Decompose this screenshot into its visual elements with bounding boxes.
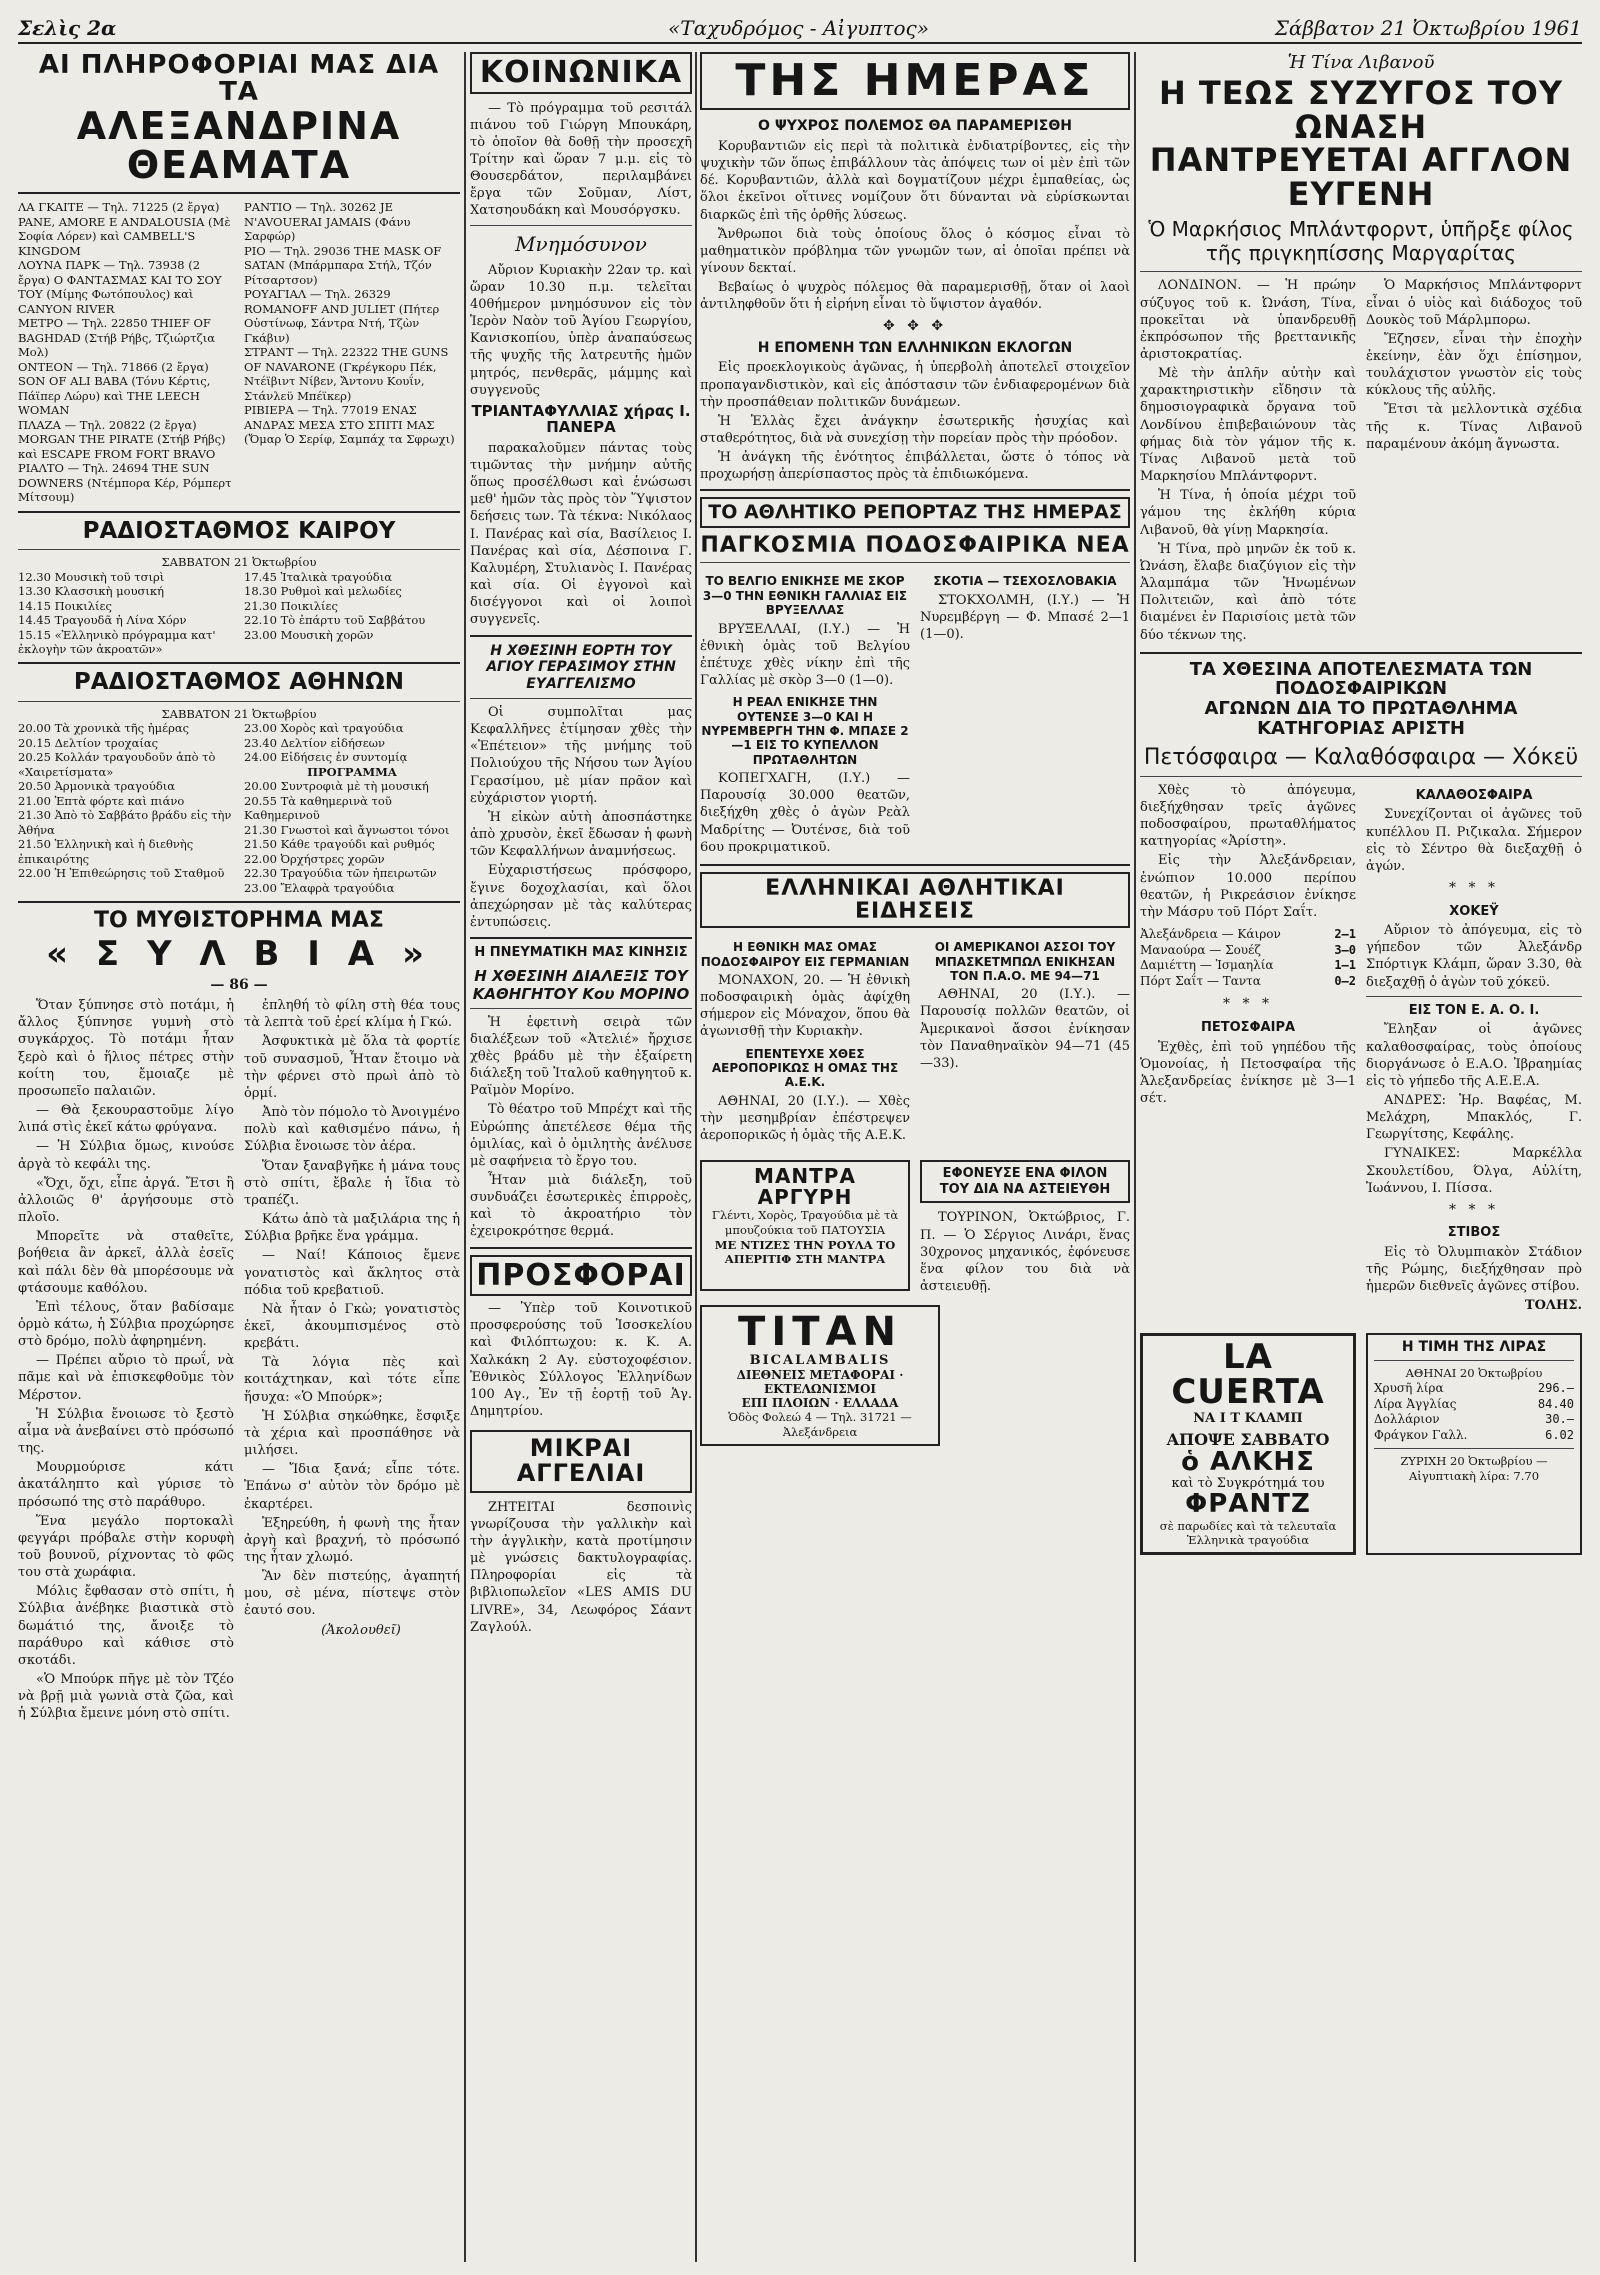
score-value: 1—1: [1334, 958, 1356, 973]
offers-text: — Ὑπὲρ τοῦ Κοινοτικοῦ προσφερούσης τοῦ Ἰσοσκελίου καὶ Φιλόπτωχου: κ. Κ. Α. Χαλκάκη 2 Αγ. εὐστοχοφέσιον. Ἐθνικὸς Σύλλογος Ἑλληνίδων 100 Αγ., Ἐν τῇ ἑορτῇ τοῦ Ἁγ. Δημητρίου.: [470, 1301, 692, 1420]
cinema-entry: ΡΙΟ — Τηλ. 29036 THE MASK OF SATAN (Μπάρμπαρα Στήλ, Τζόν Ρίτσαρτσον): [244, 243, 442, 287]
novel-paragraph: Ἀσφυκτικὰ μὲ ὅλα τὰ φορτίε τοῦ συνασμοῦ, Ἦταν ἔτοιμο νὰ τὴν φέρνει στὸ πρωὶ ἀπὸ τὸ ὁρμί.: [244, 1034, 460, 1101]
eao-men: ΑΝΔΡΕΣ: Ἡρ. Βαφέας, Μ. Μελάχρη, Μπακλός, Γ. Γεωργίτσης, Κεφάλης.: [1366, 1092, 1582, 1143]
story-paragraph: Ἔτσι τὰ μελλοντικὰ σχέδια τῆς κ. Τίνας Λιβανοῦ παραμένουν ἀκόμη ἄγνωστα.: [1366, 402, 1582, 452]
program-item: 21.30 Γνωστοὶ καὶ ἄγνωστοι τόνοι: [244, 822, 450, 837]
novel-paragraph: Μπορεῖτε νὰ σταθεῖτε, βοήθεια ἂν ἀρκεῖ, ἀλλὰ ἐσεῖς καὶ πάλι δὲν θὰ μπορέσουμε νὰ φτάσουμε καθόλου.: [18, 1229, 234, 1296]
cinema-listings: [18, 200, 460, 504]
cinema-entry: ΡΙΑΛΤΟ — Τηλ. 24694 THE SUN DOWNERS (Ντέμπορα Κέρ, Ρόμπερτ Μίτσουμ): [18, 461, 232, 505]
rate-row: [1374, 1381, 1574, 1397]
program-item: 22.00 Ἡ Ἐπιθεώρησις τοῦ Σταθμοῦ: [18, 866, 225, 881]
memorial-text-2: παρακαλοῦμεν πάντας τοὺς τιμῶντας τὴν μνήμην αὐτῆς ὅπως προσέλθωσι καὶ ἑνώσωσι μεθ' ἡμῶν τὰς πρὸς τὸν Ὕψιστον δεήσεις των. Τὰ τέκνα: Νικόλαος Ι. Πανέρας καὶ σία, Βασίλειος Ι. Πανέρας καὶ σία, Δέσποινα Γ. Καλυμέρη, Στυλιανὸς Ι. Πανέρας καὶ σία. Οἱ ἐγγονοὶ καὶ δισέγγονοι καὶ οἱ λοιποὶ συγγενεῖς.: [470, 440, 692, 628]
news-text: ΚΟΠΕΓΧΑΓΗ, (Ι.Υ.) — Παρουσίᾳ 30.000 θεατῶν, διεξήχθη χθὲς ὁ ἀγὼν Ρεὰλ Μαδρίτης — Ὀυτένσε, διὰ τοῦ 6ου προκριματικοῦ.: [700, 771, 910, 855]
program-item: 17.45 Ἰταλικὰ τραγούδια: [244, 569, 392, 584]
story-paragraph: Ὁ Μαρκήσιος Μπλάντφορντ εἶναι ὁ υἱὸς καὶ διάδοχος τοῦ Δουκὸς τοῦ Μάρλμπορω.: [1366, 278, 1582, 328]
election-paragraph: Ἡ Ἑλλὰς ἔχει ἀνάγκην ἐσωτερικῆς ἡσυχίας καὶ σταθερότητος, διὰ νὰ συνεχίσῃ τὴν πορείαν πρὸς τὴν πρόοδον.: [700, 413, 1130, 446]
cinema-entry: ΣΤΡΑΝΤ — Τηλ. 22322 THE GUNS OF NAVARONE (Γκρέγκορυ Πέκ, Ντέϊβιντ Νίβεν, Ἄντονυ Κουΐν, Στάνλεϋ Μπέϊκερ): [244, 345, 449, 403]
novel-title: « Σ Υ Λ Β Ι Α »: [46, 934, 432, 975]
memorial-name: ΤΡΙΑΝΤΑΦΥΛΛΙΑΣ χήρας Ι. ΠΑΝΕΡΑ: [471, 401, 691, 437]
novel-paragraph: Ἂν δὲν πιστεύῃς, ἀγαπητή μου, σὲ μένα, πίστεψε στὸν ἑαυτό σου.: [244, 1569, 460, 1619]
editorial-text: [700, 138, 1130, 314]
score-row: [1140, 958, 1356, 974]
gold-price-box: [1366, 1333, 1582, 1555]
election-paragraph: Ἡ ἀνάγκη τῆς ἐνότητος ἐπιβάλλεται, ὥστε ὁ τόπος νὰ προχωρήσῃ ἀπερίσπαστος πρὸς τὰ ἐπιδιωκόμενα.: [700, 450, 1130, 483]
ornament-divider: * * *: [1449, 1201, 1499, 1218]
club-name: LA CUERTA: [1171, 1336, 1325, 1413]
program-item: 13.30 Κλασσικὴ μουσική: [18, 584, 164, 599]
radio-athens-heading: ΡΑΔΙΟΣΤΑΘΜΟΣ ΑΘΗΝΩΝ: [73, 669, 405, 696]
program-item: 21.50 Κάθε τραγούδι καὶ ρυθμός: [244, 837, 435, 852]
running-head: [18, 14, 1582, 44]
mantra-ad: [700, 1160, 910, 1291]
world-football-heading: ΠΑΓΚΟΣΜΙΑ ΠΟΔΟΣΦΑΙΡΙΚΑ ΝΕΑ: [700, 533, 1130, 559]
story-headline-1: Η ΤΕΩΣ ΣΥΖΥΓΟΣ ΤΟΥ ΩΝΑΣΗ: [1158, 74, 1563, 146]
lecture-paragraph: Ἡ ἑφετινὴ σειρὰ τῶν διαλέξεων τοῦ «Ἀτελιέ» ἤρχισε χθὲς βράδυ μὲ τὴν ἐξαίρετη διάλεξη τοῦ Ἰταλοῦ καθηγητοῦ κ. Ραϊμὸν Μορίνο.: [470, 1014, 692, 1099]
social-heading: ΚΟΙΝΩΝΙΚΑ: [470, 52, 692, 94]
score-row: [1140, 927, 1356, 943]
program-item: 20.00 Τὰ χρονικὰ τῆς ἡμέρας: [18, 721, 190, 736]
lecture-heading: Η ΧΘΕΣΙΝΗ ΔΙΑΛΕΞΙΣ ΤΟΥ ΚΑΘΗΓΗΤΟΥ Κου ΜΟΡΙΝΟ: [472, 966, 690, 1003]
news-text: ΒΡΥΞΕΛΛΑΙ, (Ι.Υ.) — Ἡ ἐθνικὴ ὁμὰς τοῦ Βελγίου ἐπέτυχε χθὲς νίκην ἐπὶ τῆς Γαλλίας μὲ σκὸρ 3—0 (1—0).: [700, 621, 910, 689]
rate-value: 30.—: [1545, 1412, 1574, 1427]
results-paragraph: Εἰς τὴν Ἀλεξάνδρειαν, ἐνώπιον 10.000 περίπου θεατῶν, ἡ Ρικρεάσιον ἐνίκησε τὴν Μάσρυ τοῦ Πόρτ Σαΐτ.: [1140, 853, 1356, 920]
novel-paragraph: Τὰ λόγια πὲς καὶ κοιτάχτηκαν, καὶ τότε εἶπε ἥσυχα: «Ὁ Μπούρκ»;: [244, 1355, 460, 1405]
novel-paragraph: — Πρέπει αὔριο τὸ πρωΐ, νὰ πᾶμε καὶ νὰ ἐπισκεφθοῦμε τὸν Μέρστον.: [18, 1353, 234, 1403]
eao-heading: ΕΙΣ ΤΟΝ Ε. Α. Ο. Ι.: [1408, 1002, 1540, 1018]
score-teams: Μαναούρα — Σουέζ: [1140, 942, 1261, 957]
news-headline: ΤΟ ΒΕΛΓΙΟ ΕΝΙΚΗΣΕ ΜΕ ΣΚΟΡ 3—0 ΤΗΝ ΕΘΝΙΚΗ ΓΑΛΛΙΑΣ ΕΙΣ ΒΡΥΞΕΛΛΑΣ: [702, 574, 908, 618]
novel-paragraph: — Ἡ Σύλβια ὅμως, κινούσε ἀργὰ τὸ κεφάλι της.: [18, 1139, 234, 1172]
story-body: [1140, 277, 1582, 645]
feast-paragraph: Εὐχαριστήσεως πρόσφορο, ἔγινε δοχοχλασίαι, καὶ ὅλοι ἀπεχώρησαν μὲ τὰς καλύτερας ἐντυπώσεις.: [470, 863, 692, 930]
news-headline: ΟΙ ΑΜΕΡΙΚΑΝΟΙ ΑΣΣΟΙ ΤΟΥ ΜΠΑΣΚΕΤΜΠΩΛ ΕΝΙΚΗΣΑΝ ΤΟΝ Π.Α.Ο. ΜΕ 94—71: [934, 940, 1116, 983]
performer-name: ΦΡΑΝΤΖ: [1185, 1489, 1311, 1520]
track-heading: ΣΤΙΒΟΣ: [1447, 1225, 1501, 1241]
rate-row: [1374, 1412, 1574, 1428]
novel-paragraph: Νὰ ἦταν ὁ Γκὼ; γονατιστὸς ἐκεῖ, ἀκουμπισμένος στὸ κρεβάτι.: [244, 1301, 460, 1352]
classifieds-box: [470, 1430, 692, 1492]
novel-paragraph: ἐπληθή τὸ φίλη στὴ θέα τους τὰ λεπτὰ τοῦ ἐρεί κλίμα ἡ Γκώ.: [244, 998, 460, 1031]
score-value: 3—0: [1334, 942, 1356, 957]
election-headline: Η ΕΠΟΜΕΝΗ ΤΩΝ ΕΛΛΗΝΙΚΩΝ ΕΚΛΟΓΩΝ: [757, 339, 1073, 356]
mantra-line: Γλέντι, Χορὸς, Τραγούδια μὲ τὰ μπουζούκια τοῦ ΠΑΤΟΥΣΙΑ: [711, 1208, 899, 1237]
feast-heading: Η ΧΘΕΣΙΝΗ ΕΟΡΤΗ ΤΟΥ ΑΓΙΟΥ ΓΕΡΑΣΙΜΟΥ ΣΤΗΝ ΕΥΑΓΓΕΛΙΣΜΟ: [486, 642, 676, 693]
program-item: 20.55 Τὰ καθημερινὰ τοῦ Καθημερινοῦ: [244, 793, 392, 823]
sports-report-heading: ΤΟ ΑΘΛΗΤΙΚΟ ΡΕΠΟΡΤΑΖ ΤΗΣ ΗΜΕΡΑΣ: [700, 497, 1130, 528]
greek-sports-news: [700, 934, 1130, 1146]
program-item: 21.30 Ἀπὸ τὸ Σαββάτο βράδυ εἰς τὴν Ἀθήνα: [18, 808, 232, 837]
hockey-text: Αὔριον τὸ ἀπόγευμα, εἰς τὸ γήπεδον τῶν Ἀλεξάνδρ Σπόρτιγκ Κλάμπ, ὥραν 3.30, θὰ διεξαχθῇ ὁ ἀγὼν τοῦ χόκεϋ.: [1366, 923, 1582, 990]
rate-row: [1374, 1428, 1574, 1444]
cinema-heading-1: ΑΙ ΠΛΗΡΟΦΟΡΙΑΙ ΜΑΣ ΔΙΑ ΤΑ: [38, 52, 440, 108]
rate-label: Λίρα Ἀγγλίας: [1374, 1396, 1457, 1411]
novel-paragraph: Μουρμούρισε κάτι ἀκατάληπτο καὶ γύρισε τὸ πρόσωπό της στὸ παράθυρο.: [18, 1460, 234, 1510]
program-item: 22.10 Τὸ ἐπάρτυ τοῦ Σαββάτου: [244, 613, 426, 628]
crime-headline: ΕΦΟΝΕΥΣΕ ΕΝΑ ΦΙΛΟΝ ΤΟΥ ΔΙΑ ΝΑ ΑΣΤΕΙΕΥΘΗ: [939, 1166, 1111, 1197]
story-kicker: Ἡ Τίνα Λιβανοῦ: [1287, 52, 1435, 73]
club-type: ΝΑ Ι Τ ΚΛΑΜΠ: [1193, 1410, 1303, 1426]
program-item: 23.40 Δελτίον εἰδήσεων: [244, 735, 386, 750]
rate-row: [1374, 1397, 1574, 1413]
program-item: 20.25 Κολλάν τραγουδοῦν ἀπὸ τὸ «Χαιρετίσματα»: [18, 750, 216, 779]
mantra-name: ΜΑΝΤΡΑ ΑΡΓΥΡΗ: [754, 1164, 856, 1210]
titan-name: ΤΙΤΑΝ: [738, 1309, 902, 1356]
cinema-entry: ΛΟΥΝΑ ΠΑΡΚ — Τηλ. 73938 (2 ἔργα) Ο ΦΑΝΤΑΣΜΑΣ ΚΑΙ ΤΟ ΣΟΥ ΤΟΥ (Μίμης Φωτόπουλος) καὶ CANYON RIVER: [18, 258, 222, 316]
ad-line: σὲ παρωδίες καὶ τὰ τελευταῖα Ἑλληνικὰ τραγούδια: [1159, 1518, 1337, 1548]
editorial-paragraph: Βεβαίως ὁ ψυχρὸς πόλεμος θὰ παραμερισθῇ, ὅταν οἱ λαοὶ ἀντιληφθοῦν ὅτι ἡ εἰρήνη εἶναι τὸ ὕψιστον ἀγαθόν.: [700, 280, 1130, 313]
novel-paragraph: Ἐπὶ τέλους, ὅταν βαδίσαμε ὁρμὸ κάτω, ἡ Σύλβια προχώρησε στὸ δρόμο, πολὺ ἀφηρημένη.: [18, 1299, 234, 1350]
results-headline-1: ΤΑ ΧΘΕΣΙΝΑ ΑΠΟΤΕΛΕΣΜΑΤΑ ΤΩΝ ΠΟΔΟΣΦΑΙΡΙΚΩΝ: [1189, 658, 1533, 700]
novel-paragraph: Ἀπὸ τὸν πόμολο τὸ Ἀνοιγμένο πολὺ καὶ καθισμένο πάνω, ἡ Σύλβια ἔνοιωσε τὸν ἀέρα.: [244, 1105, 460, 1155]
program-item: 14.45 Τραγουδᾶ ἡ Λίνα Χόρν: [18, 613, 187, 628]
la-cuerta-ad: [1140, 1333, 1356, 1555]
paper-name: «Ταχυδρόμος - Αἰγυπτος»: [668, 16, 929, 40]
basketball-text: Συνεχίζονται οἱ ἀγῶνες τοῦ κυπέλλου Π. Ριζικαλα. Σήμερον εἰς τὸ Σέντρο θὰ διεξαχθῇ ὁ ἀγών.: [1366, 807, 1582, 874]
novel-paragraph: Ὅταν ξαναβγῆκε ἡ μάνα τους στὸ σπίτι, ἔβαλε ἡ ἴδια τὸ τραπέζι.: [244, 1158, 460, 1208]
column-rule: [695, 52, 697, 2262]
eao-women: ΓΥΝΑΙΚΕΣ: Μαρκέλλα Σκουλετίδου, Όλγα, Αὐλίτη, Ἰωάννου, Ι. Πίσσα.: [1366, 1146, 1582, 1196]
news-headline: ΕΠΕΝΤΕΥΧΕ ΧΘΕΣ ΑΕΡΟΠΟΡΙΚΩΣ Η ΟΜΑΣ ΤΗΣ Α.Ε.Κ.: [711, 1046, 899, 1090]
titan-ad: [700, 1305, 940, 1445]
program-item: 12.30 Μουσικὴ τοῦ τσιρὶ: [18, 569, 165, 584]
cinema-entry: ΡΟΥΑΓΙΑΛ — Τηλ. 26329 ROMANOFF AND JULIET (Πήτερ Οὐστίνωφ, Σάντρα Ντή, Τζὼν Γκάβιν): [244, 287, 440, 345]
sports-subheading: Πετόσφαιρα — Καλαθόσφαιρα — Χόκεϋ: [1143, 744, 1579, 770]
ornament-divider: ✥ ✥ ✥: [882, 317, 948, 334]
classified-ad: ΖΗΤΕΙΤΑΙ δεσποινὶς γνωρίζουσα τὴν γαλλικὴν καὶ τὴν ἀγγλικὴν, κατὰ προτίμησιν μὲ γνώσεις δακτυλογραφίας. Πληροφορίαι εἰς τὰ βιβλιοπωλεῖον «LES AMIS DU LIVRE», 34, Λεωφόρος Σάαντ Ζαγλούλ.: [470, 1499, 692, 1635]
story-headline-2: ΠΑΝΤΡΕΥΕΤΑΙ ΑΓΓΛΟΝ ΕΥΓΕΝΗ: [1149, 141, 1573, 213]
column-news: [700, 52, 1130, 2262]
results-headline-2: ΑΓΩΝΩΝ ΔΙΑ ΤΟ ΠΡΩΤΑΘΛΗΜΑ ΚΑΤΗΓΟΡΙΑΣ ΑΡΙΣΤΗ: [1204, 698, 1518, 740]
editorial-headline: Ο ΨΥΧΡΟΣ ΠΟΛΕΜΟΣ ΘΑ ΠΑΡΑΜΕΡΙΣΘΗ: [758, 118, 1072, 135]
program-item: 20.00 Συντροφιὰ μὲ τὴ μουσική: [244, 779, 429, 794]
program-item: 20.15 Δελτίον τροχαίας: [18, 735, 159, 750]
program-item: 18.30 Ρυθμοὶ καὶ μελωδίες: [244, 584, 402, 599]
radio-cairo-date: ΣΑΒΒΑΤΟΝ 21 Ὀκτωβρίου: [161, 554, 317, 569]
ad-line: καὶ τὸ Συγκρότημά του: [1171, 1476, 1325, 1492]
classifieds-heading: ΜΙΚΡΑΙ ΑΓΓΕΛΙΑΙ: [516, 1434, 646, 1488]
ornament-divider: * * *: [1223, 996, 1273, 1013]
news-text: ΑΘΗΝΑΙ, 20 (Ι.Υ.). — Χθὲς τὴν μεσημβρίαν ἐπέστρεψεν ἀεροπορικῶς ἡ ὁμὰς τῆς Α.Ε.Κ.: [700, 1093, 910, 1144]
story-paragraph: ΛΟΝΔΙΝΟΝ. — Ἡ πρώην σύζυγος τοῦ κ. Ὠνάση, Τίνα, προκεῖται νὰ ὑπανδρευθῇ ἐκπρόσωπον τῆς βρεττανικῆς ἀριστοκρατίας.: [1140, 278, 1356, 362]
hockey-heading: ΧΟΚΕΫ: [1449, 903, 1499, 919]
world-football-news: [700, 568, 1130, 858]
news-text: ΣΤΟΚΧΟΛΜΗ, (Ι.Υ.) — Ἡ Νυρεμβέργη — Φ. Μπασέ 2—1 (1—0).: [920, 592, 1130, 643]
column-rule: [1134, 52, 1136, 2262]
titan-line: BICALAMBALIS: [749, 1353, 891, 1369]
program-item: 24.00 Εἰδήσεις ἐν συντομίᾳ: [244, 750, 408, 765]
score-teams: Ἀλεξάνδρεια — Κάιρον: [1140, 927, 1281, 942]
feast-paragraph: Οἱ συμπολῖται μας Κεφαλλῆνες ἐτίμησαν χθὲς τὴν «Ἐπέτειον» τῆς μνήμης τοῦ Πολιούχου τῆς Νήσου των Ἁγίου Γερασίμου, μὲ μίαν πρᾶον καὶ εὐχάριστον γιορτή.: [470, 704, 692, 806]
novel-paragraph: — Ἴδια ξανά; εἶπε τότε. Ἐπάνω σ' αὐτὸν τὸν δρόμο μὲ ἐκαρτέρει.: [244, 1462, 460, 1512]
titan-line: ΕΠΙ ΠΛΟΙΩΝ · ΕΛΛΑΔΑ: [741, 1396, 899, 1411]
novel-text: [18, 997, 460, 1724]
rate-label: Χρυσῆ λίρα: [1374, 1381, 1444, 1396]
byline: ΤΟΛΗΣ.: [1524, 1298, 1582, 1314]
cultural-heading: Η ΠΝΕΥΜΑΤΙΚΗ ΜΑΣ ΚΙΝΗΣΙΣ: [474, 944, 688, 960]
social-paragraph: — Τὸ πρόγραμμα τοῦ ρεσιτάλ πιάνου τοῦ Γιώργη Μπουκάρη, τὸ ὁποῖον θὰ δοθῇ τὴν προσεχῆ Τρίτην καὶ ὥραν 7 μ.μ. εἰς τὸ Θουσερδάτον, περιλαμβάνει ἔργα τῶν Σοῦμαν, Λίστ, Χατσηουδάκη καὶ Μουσόργσκυ.: [470, 100, 692, 219]
page-number: Σελὶς 2α: [18, 16, 117, 40]
volleyball-heading: ΠΕΤΟΣΦΑΙΡΑ: [1200, 1019, 1296, 1035]
scores-table: [1140, 927, 1356, 989]
story-paragraph: Ἡ Τίνα, πρὸ μηνῶν ἐκ τοῦ κ. Ὠνάση, ἔλαβε διαζύγιον εἰς τὴν Ἀλαμπάμα τῶν Ἡνωμένων Πολιτειῶν, καὶ ἀπὸ τότε διαμένει ἐν Παρισίοις μετὰ τῶν δύο τέκνων της.: [1140, 541, 1356, 643]
volleyball-text: Ἐχθὲς, ἐπὶ τοῦ γηπέδου τῆς Ὁμονοίας, ἡ Πετοσφαίρα τῆς Ἀλεξανδρείας ἐνίκησε μὲ 3—1 σέτ.: [1140, 1039, 1356, 1106]
editorial-paragraph: Ἄνθρωποι διὰ τοὺς ὁποίους ὅλος ὁ κόσμος εἶναι τὸ μαθηματικὸν πρόβλημα τῶν γνωμῶν των, αἱ ὁποῖαι πρέπει νὰ γίνουν δεκταί.: [700, 226, 1130, 277]
story-paragraph: Μὲ τὴν ἀπλῆν αὐτὴν καὶ χαρακτηριστικὴν εἴδησιν τὰ δημοσιογραφικὰ ὄργανα τοῦ Λονδίνου ἐπιβεβαιώνουν τὰς φήμας διὰ τὸν γάμον τῆς κ. Τίνας Λιβανοῦ μετὰ τοῦ Μαρκησίου Μπλάντφορντ.: [1140, 366, 1356, 485]
news-text: ΜΟΝΑΧΟΝ, 20. — Ἡ ἐθνικὴ ποδοσφαιρικὴ ὁμὰς ἀφίχθη σήμερον εἰς Μόναχον, ὅπου θὰ ἀγωνισθῇ τὴν Κυριακὴν.: [700, 972, 910, 1040]
radio-cairo-heading: ΡΑΔΙΟΣΤΑΘΜΟΣ ΚΑΙΡΟΥ: [82, 517, 396, 544]
election-paragraph: Εἰς προεκλογικοὺς ἀγῶνας, ἡ ὑπερβολὴ ἀποτελεῖ στοιχεῖον προπαγανδιστικὸν, καὶ εἰς ἀπόστασιν τῶν ἐνδιαφερομένων διὰ τὴν προσπάθειαν πολιτικῶν δυνάμεων.: [700, 360, 1130, 410]
bottom-ads: [700, 1154, 1130, 1297]
gold-date: ΑΘΗΝΑΙ 20 Ὀκτωβρίου: [1405, 1366, 1543, 1381]
bottom-ads-right: [1140, 1327, 1582, 1561]
offers-heading: ΠΡΟΣΦΟΡΑΙ: [470, 1255, 692, 1297]
score-row: [1140, 974, 1356, 990]
radio-athens-program: [18, 721, 460, 895]
program-item: 21.00 Ἐπτὰ φόρτε καὶ πιάνο: [18, 793, 185, 808]
titan-address: Ὁδὸς Φολεώ 4 — Τηλ. 31721 — Ἀλεξάνδρεια: [728, 1410, 912, 1439]
results-body: [1140, 782, 1582, 1317]
feast-paragraph: Ἡ εἰκὼν αὐτὴ ἀποσπάστηκε ἀπὸ χρυσὸν, ἐκεῖ ἔδωσαν ἡ φωνὴ τῶν Κεφαλλήνων ἀναμνήσεως.: [470, 809, 692, 860]
cinema-entry: ΛΑ ΓΚΑΙΤΕ — Τηλ. 71225 (2 ἔργα) PANE, AMORE E ANDALOUSIA (Μὲ Σοφία Λόρεν) καὶ CAMBELL'S KINGDOM: [18, 200, 231, 258]
news-text: ΑΘΗΝΑΙ, 20 (Ι.Υ.). — Παρουσίᾳ πολλῶν θεατῶν, οἱ Ἀμερικανοὶ ἄσσοι ἐνίκησαν τὸν Παναθηναϊκὸν 94—71 (45—33).: [920, 987, 1130, 1071]
rate-label: Φράγκον Γαλλ.: [1374, 1427, 1468, 1442]
novel-paragraph: «Ὁ Μπούρκ πῆγε μὲ τὸν Τζέο νὰ βρῇ μιὰ γωνιὰ στὰ ζῶα, καὶ ἡ Σύλβια ἔμεινε μόνη στὸ σπίτι.: [18, 1672, 234, 1722]
novel-continued: (Ἀκολουθεῖ): [321, 1622, 401, 1638]
memorial-text: Αὔριον Κυριακὴν 22αν τρ. καὶ ὥραν 10.30 π.μ. τελεῖται 40θήμερον μνημόσυνον εἰς τὸν Ἱερὸν Ναὸν τοῦ Ἁγίου Γεωργίου, Κανισκοπίου, ὑπὲρ ἀναπαύσεως τῆς ψυχῆς τῆς λατρευτῆς ἡμῶν μητρός, πενθερᾶς, μάμμης καὶ συγγενοῦς: [470, 262, 692, 398]
program-item: 23.00 Μουσικὴ χορῶν: [244, 627, 374, 642]
news-headline: Η ΡΕΑΛ ΕΝΙΚΗΣΕ ΤΗΝ ΟΥΤΕΝΣΕ 3—0 ΚΑΙ Η ΝΥΡΕΜΒΕΡΓΗ ΤΗΝ Φ. ΜΠΑΣΕ 2—1 ΕΙΣ ΤΟ ΚΥΠΕΛΛΟΝ ΠΡΩΤΑΘΛΗΤΩΝ: [701, 695, 909, 767]
issue-date: Σάββατον 21 Ὀκτωβρίου 1961: [1274, 16, 1582, 40]
score-value: 0—2: [1334, 973, 1356, 988]
cinema-entry: ΟΝΤΕΟΝ — Τηλ. 71866 (2 ἔργα) SON OF ALI BABA (Τόνυ Κέρτις, Πάϊπερ Λώρυ) καὶ THE LEECH WOMAN: [18, 359, 211, 418]
column-entertainment: [18, 52, 460, 2262]
basketball-heading: ΚΑΛΑΘΟΣΦΑΙΡΑ: [1415, 787, 1533, 803]
ad-line: ΑΠΟΨΕ ΣΑΒΒΑΤΟ: [1166, 1429, 1330, 1449]
news-headline: Η ΕΘΝΙΚΗ ΜΑΣ ΟΜΑΣ ΠΟΔΟΣΦΑΙΡΟΥ ΕΙΣ ΓΕΡΜΑΝΙΑΝ: [700, 940, 910, 969]
crime-headline-box: [920, 1160, 1130, 1203]
novel-paragraph: Ἕνα μεγάλο πορτοκαλὶ φεγγάρι πρόβαλε στὴν κορυφὴ τοῦ βουνοῦ, ρίχνοντας τὸ φῶς του στὰ χωράφια.: [18, 1513, 234, 1581]
score-row: [1140, 943, 1356, 959]
story-paragraph: Ἔζησεν, εἶναι τὴν ἐποχὴν ἐκείνην, ἐὰν ὅχι ἐπίσημον, τουλάχιστον γνωστὸν εἰς τοὺς κύκλους τῆς αὐλῆς.: [1366, 331, 1582, 399]
news-headline: ΣΚΟΤΙΑ — ΤΣΕΧΟΣΛΟΒΑΚΙΑ: [933, 574, 1117, 589]
cinema-entry: ΠΛΑΖΑ — Τηλ. 20822 (2 ἔργα) MORGAN THE PIRATE (Στήβ Ρήβς) καὶ ESCAPE FROM FORT BRAVO: [18, 417, 226, 461]
zurich-rate: ΖΥΡΙΧΗ 20 Ὀκτωβρίου — Αἰγυπτιακὴ λίρα: 7.70: [1400, 1454, 1548, 1484]
rate-value: 6.02: [1545, 1427, 1574, 1442]
cinema-entry: ΡΑΝΤΙΟ — Τηλ. 30262 JE N'AVOUERAI JAMAIS (Φάνυ Σαρφώρ): [244, 200, 411, 244]
rate-label: Δολλάριον: [1374, 1412, 1440, 1427]
program-item: 15.15 «Ἑλληνικὸ πρόγραμμα κατ' ἐκλογὴν τῶν ἀκροατῶν»: [18, 627, 216, 656]
novel-installment: — 86 —: [210, 977, 268, 994]
program-item: 14.15 Ποικιλίες: [18, 598, 112, 613]
editorial-paragraph: Κορυβαντιῶν εἰς περὶ τὰ πολιτικὰ ἐνδιατρίβοντες, εἰς τὴν ψυχικὴν τῶν ὅπως ἐπιβάλλουν τὰς ἀπόψεις των οἱ μὲν ἐπὶ τῶν δέ. Κορυβαντιῶν, ἀλλὰ καὶ δογματίζουν μέχρι ἐμπαθείας, ὡς ὅλοι ἐκεῖνοι οἵτινες νομίζουν ὅτι δύνανται νὰ εὑρίσκωνται διαρκῶς ἐπὶ τῆς ὁρθῆς λύσεως.: [700, 138, 1130, 223]
radio-cairo-program: [18, 570, 460, 657]
memorial-heading: Μνημόσυνον: [515, 231, 647, 256]
performer-name: ὁ ΑΛΚΗΣ: [1181, 1446, 1315, 1477]
track-text: Εἰς τὸ Ὀλυμπιακὸν Στάδιον τῆς Ρώμης, διεξήχθησαν πρὸ ἡμερῶν διεθνεῖς ἀγῶνες στίβου.: [1366, 1244, 1582, 1295]
score-value: 2—1: [1334, 927, 1356, 942]
radio-athens-date: ΣΑΒΒΑΤΟΝ 21 Ὀκτωβρίου: [161, 706, 317, 721]
novel-paragraph: — Ναί! Κάποιος ἔμενε γονατιστὸς καὶ ἄκλητος στὰ πόδια τοῦ κρεβατιοῦ.: [244, 1248, 460, 1298]
titan-line: ΔΙΕΘΝΕΙΣ ΜΕΤΑΦΟΡΑΙ · ΕΚΤΕΛΩΝΙΣΜΟΙ: [736, 1368, 904, 1397]
day-heading: ΤΗΣ ΗΜΕΡΑΣ: [700, 52, 1130, 110]
program-item: 20.50 Ἀρμονικὰ τραγούδια: [18, 779, 176, 794]
cinema-heading-2: ΑΛΕΞΑΝΔΡΙΝΑ ΘΕΑΜΑΤΑ: [76, 103, 402, 188]
score-teams: Πόρτ Σαΐτ — Ταντα: [1140, 973, 1261, 988]
crime-text: ΤΟΥΡΙΝΟΝ, Ὀκτώβριος, Γ. Π. — Ὁ Σέργιος Λινάρι, ἕνας 30χρονος μηχανικός, ἐφόνευσε ἕνα φίλον του διὰ νὰ ἀστειευθῇ.: [920, 1210, 1130, 1294]
lecture-paragraph: Ἦταν μιὰ διάλεξη, τοῦ συνδυάζει ἐσωτερικὲς ἐπιρροὲς, καὶ τὸ ἀκροατήριο τὸν ἐχειροκρότησε θερμά.: [470, 1172, 692, 1240]
program-item: 22.30 Τραγούδια τῶν ἠπειρωτῶν: [244, 866, 437, 881]
novel-paragraph: Ἐξηρεύθη, ἡ φωνὴ της ἦταν ἀργὴ καὶ βραχνή, τὸ πρόσωπό της ἦταν χλωμό.: [244, 1515, 460, 1566]
eao-text: Ἔληξαν οἱ ἀγῶνες καλαθοσφαίρας, τοὺς ὁποίους διοργάνωσε ὁ Ε.Α.Ο. Ἰβραημίας εἰς τὸ γήπεδο τῆς Α.Ε.Ε.Α.: [1366, 1022, 1582, 1089]
ornament-divider: * * *: [1449, 880, 1499, 897]
greek-sports-heading: ΕΛΛΗΝΙΚΑΙ ΑΘΛΗΤΙΚΑΙ ΕΙΔΗΣΕΙΣ: [700, 872, 1130, 928]
novel-paragraph: Ἡ Σύλβια ἔνοιωσε τὸ ξεστὸ αἷμα νὰ ἀνεβαίνει στὸ πρόσωπό της.: [18, 1406, 234, 1457]
column-features: [1140, 52, 1582, 2262]
program-subheading: ΠΡΟΓΡΑΜΜΑ: [307, 764, 397, 779]
novel-paragraph: — Θὰ ξεκουραστοῦμε λίγο λιπά στὶς ἐκεῖ κάτω φρύγανα.: [18, 1103, 234, 1136]
novel-paragraph: Μόλις ἔφθασαν στὸ σπίτι, ἡ Σύλβια ἀνέβηκε βιαστικὰ στὸ δωμάτιό της, ἄνοιξε τὸ παράθυρο καὶ κάθισε στὸ σκοτάδι.: [18, 1584, 234, 1668]
gold-heading: Η ΤΙΜΗ ΤΗΣ ΛΙΡΑΣ: [1401, 1338, 1547, 1355]
novel-paragraph: Κάτω ἀπὸ τὰ μαξιλάρια της ἡ Σύλβια βρῆκε ἕνα γράμμα.: [244, 1212, 460, 1245]
cinema-entry: ΜΕΤΡΟ — Τηλ. 22850 THIEF OF BAGHDAD (Στήβ Ρήβς, Τζιώρτζια Μολ): [18, 316, 215, 360]
novel-paragraph: Ἡ Σύλβια σηκώθηκε, ἔσφιξε τὰ χέρια καὶ προσπάθησε νὰ μιλήσει.: [244, 1408, 460, 1459]
novel-paragraph: Ὅταν ξύπνησε στὸ ποτάμι, ἡ ἄλλος ξύπνησε γυμνὴ στὸ συγκάρχος. Τὸ ποτάμι ἦταν ξερὸ καὶ ὁ ἥλιος πέτρες στὴν κοίτη του, ἔμοιαζε μὲ προσωπεῖο παλαιῶν.: [18, 998, 234, 1099]
lecture-paragraph: Τὸ θέατρο τοῦ Μπρέχτ καὶ τῆς Εὐρώπης ἀπετέλεσε θέμα τῆς ὁμιλίας, καὶ ὁ ὁμιλητὴς ἀνέλυσε μὲ σαφήνεια τὸ ἔργο του.: [470, 1102, 692, 1169]
novel-section-heading: ΤΟ ΜΥΘΙΣΤΟΡΗΜΑ ΜΑΣ: [94, 908, 384, 934]
story-paragraph: Ἡ Τίνα, ἡ ὁποία μέχρι τοῦ γάμου της ἐκλήθη κύρια Λιβανοῦ, θὰ γίνῃ Μαρκησία.: [1140, 488, 1356, 538]
score-teams: Δαμιέττη — Ἰσμαηλία: [1140, 958, 1274, 973]
program-item: 21.30 Ποικιλίες: [244, 598, 338, 613]
rate-value: 296.—: [1537, 1381, 1574, 1396]
cinema-entry: ΡΙΒΙΕΡΑ — Τηλ. 77019 ΕΝΑΣ ΑΝΔΡΑΣ ΜΕΣΑ ΣΤΟ ΣΠΙΤΙ ΜΑΣ (Ὄμαρ Ὁ Σερίφ, Σαμπάχ τα Σφρωχι): [244, 403, 455, 447]
program-item: 21.50 Ἑλληνικὴ καὶ ἡ διεθνὴς ἐπικαιρότης: [18, 837, 194, 866]
program-item: 23.00 Χορὸς καὶ τραγούδια: [244, 721, 404, 736]
program-item: 23.00 Ἔλαφρὰ τραγούδια: [244, 880, 395, 895]
program-item: 22.00 Ὀρχήστρες χορῶν: [244, 851, 385, 866]
novel-paragraph: «Ὄχι, ὄχι, εἶπε ἀργά. Ἔτσι ἢ ἀλλοιῶς θ' ἀργήσουμε στὸ πλοῖο.: [18, 1175, 234, 1226]
column-social: [470, 52, 692, 2262]
mantra-line: ΜΕ ΝΤΙΖΕΣ ΤΗΝ ΡΟΥΛΑ ΤΟ ΑΠΕΡΙΤΙΦ ΣΤΗ ΜΑΝΤΡΑ: [714, 1237, 896, 1267]
results-paragraph: Χθὲς τὸ ἀπόγευμα, διεξήχθησαν τρεῖς ἀγῶνες ποδοσφαίρου, πρωταθλήματος κατηγορίας «Ἀρίστη».: [1140, 782, 1356, 850]
column-rule: [464, 52, 466, 2262]
story-deck: Ὁ Μαρκήσιος Μπλάντφορντ, ὑπῆρξε φίλος τῆς πριγκηπίσσης Μαργαρίτας: [1148, 217, 1574, 266]
rate-value: 84.40: [1537, 1396, 1574, 1411]
